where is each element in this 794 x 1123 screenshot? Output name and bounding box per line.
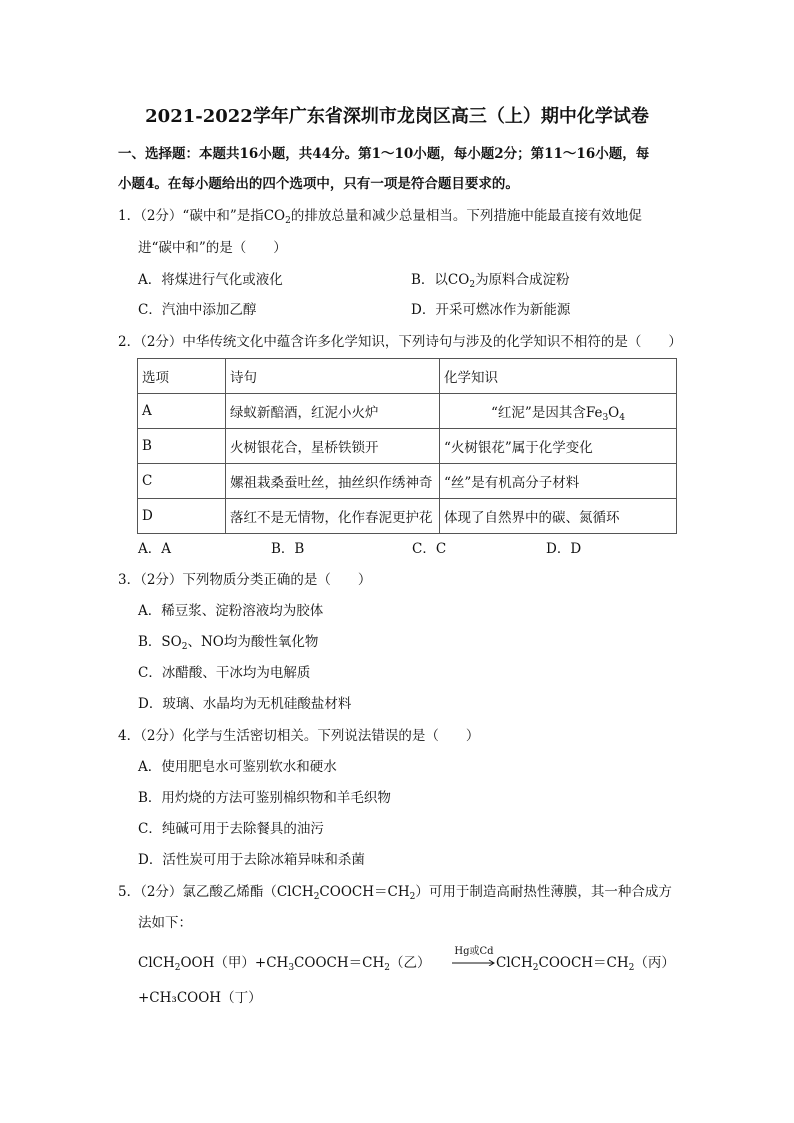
table-header-row: [138, 359, 677, 394]
question-1-option-a: A．将煤进行气化或液化: [138, 272, 283, 288]
section-heading-line1: 一、选择题：本题共16小题，共44分。第1～10小题，每小题2分；第11～16小题，每: [118, 146, 650, 162]
question-1-option-d: D．开采可燃冰作为新能源: [411, 302, 571, 318]
table-cell: B: [138, 429, 226, 464]
question-3-option-d: D．玻璃、水晶均为无机硅酸盐材料: [138, 696, 352, 712]
question-2-option-c: C．C: [412, 541, 447, 557]
question-2-table: [137, 358, 677, 534]
question-2-option-d: D．D: [546, 541, 582, 557]
question-1-stem: 1．（2分）“碳中和”是指$CO_2$的排放总量和减少总量相当。下列措施中能最直接有效地促: [118, 208, 642, 226]
table-cell: 火树银花合，星桥铁锁开: [226, 429, 440, 464]
table-row: [138, 499, 677, 534]
table-header-cell: 选项: [138, 359, 226, 394]
reaction-reactants: ClCH$_2$OOH（甲）$+CH_3COOCH=CH_2$（乙）: [138, 955, 431, 973]
question-3-option-b: B．$SO_2$、NO均为酸性氧化物: [138, 634, 319, 652]
question-1-option-c: C．汽油中添加乙醇: [138, 302, 257, 318]
page-title: 2021-2022学年广东省深圳市龙岗区高三（上）期中化学试卷: [145, 106, 649, 127]
reaction-byproduct: +CH₃COOH（丁）: [138, 990, 262, 1006]
table-cell: 绿蚁新醅酒，红泥小火炉: [226, 394, 440, 429]
reaction-products: $ClCH_2COOCH=CH_2$（丙）: [496, 955, 675, 973]
question-1-option-b: B．以$CO_2$为原料合成淀粉: [411, 272, 570, 290]
question-5-stem: 5．（2分）氯乙酸乙烯酯$(ClCH_2COOCH=CH_2)$可用于制造高耐热性薄膜，其一种合成方: [118, 884, 672, 902]
question-3-option-c: C．冰醋酸、干冰均为电解质: [138, 665, 311, 681]
table-row: [138, 394, 677, 429]
table-header-cell: 诗句: [226, 359, 440, 394]
table-cell: C: [138, 464, 226, 499]
table-cell: D: [138, 499, 226, 534]
section-heading-line2: 小题4。在每小题给出的四个选项中，只有一项是符合题目要求的。: [118, 176, 519, 192]
table-cell: 体现了自然界中的碳、氮循环: [440, 499, 677, 534]
question-4-option-b: B．用灼烧的方法可鉴别棉织物和羊毛织物: [138, 790, 391, 806]
table-row: [138, 464, 677, 499]
question-4-option-c: C．纯碱可用于去除餐具的油污: [138, 821, 324, 837]
table-cell: “红泥”是因其含$Fe_3O_4$: [440, 394, 677, 429]
question-4-stem: 4．（2分）化学与生活密切相关。下列说法错误的是（ ）: [118, 728, 480, 744]
question-5-stem-cont: 法如下：: [138, 915, 192, 931]
question-2-option-b: B．B: [271, 541, 305, 557]
question-1-stem-cont: 进“碳中和”的是（ ）: [138, 240, 287, 256]
table-cell: A: [138, 394, 226, 429]
question-2-option-a: A．A: [138, 541, 171, 557]
table-row: [138, 429, 677, 464]
question-4-option-a: A．使用肥皂水可鉴别软水和硬水: [138, 759, 337, 775]
question-3-stem: 3．（2分）下列物质分类正确的是（ ）: [118, 572, 372, 588]
reaction-arrow-icon: [452, 950, 496, 966]
question-2-stem: 2．（2分）中华传统文化中蕴含许多化学知识，下列诗句与涉及的化学知识不相符的是（ ）: [118, 334, 682, 350]
table-cell: “火树银花”属于化学变化: [440, 429, 677, 464]
question-3-option-a: A．稀豆浆、淀粉溶液均为胶体: [138, 603, 324, 619]
table-cell: 嫘祖栽桑蚕吐丝，抽丝织作绣神奇: [226, 464, 440, 499]
question-4-option-d: D．活性炭可用于去除冰箱异味和杀菌: [138, 852, 365, 868]
table-cell: 落红不是无情物，化作春泥更护花: [226, 499, 440, 534]
table-header-cell: 化学知识: [440, 359, 677, 394]
reaction-catalyst-label: Hg或Cd: [454, 946, 494, 957]
table-cell: “丝”是有机高分子材料: [440, 464, 677, 499]
